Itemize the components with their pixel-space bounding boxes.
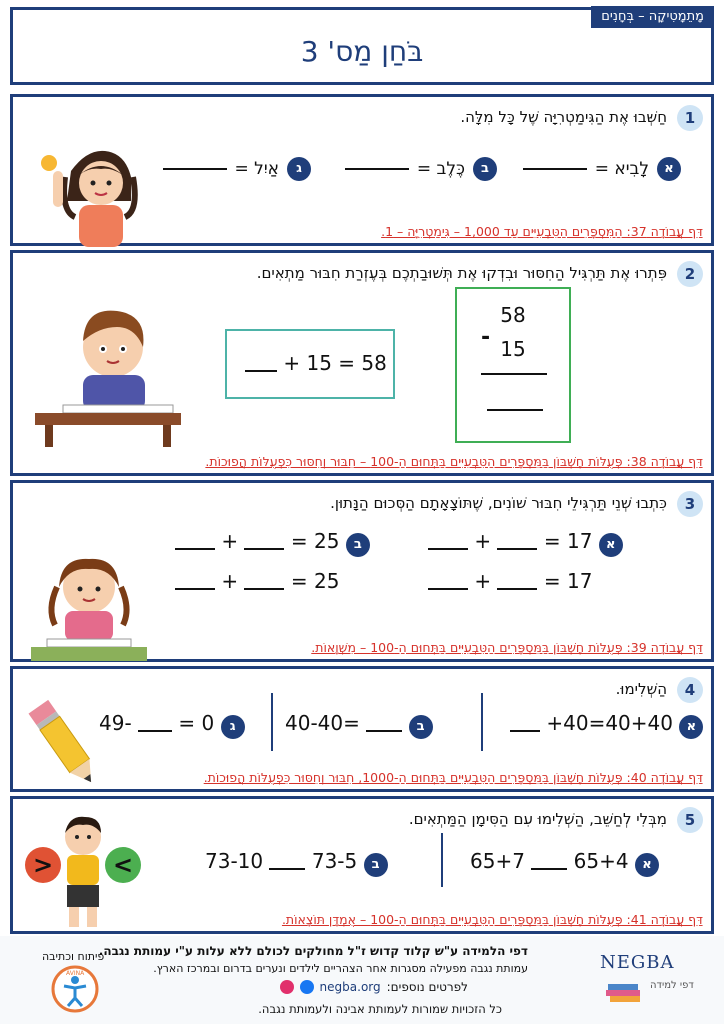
worksheet-reference[interactable]: דַּף עֲבוֹדָה 40: פְּעֻלּוֹת חֶשְׁבּוֹן בַּמִּסְפָּרִים הַטִּבְעִיִּים בַּתְּחוּם הַ-1000, חִבּוּר וְחִסּוּר כִּפְעֻלּוֹת הֲפוּכוֹת. [203, 770, 703, 785]
answer-blank[interactable] [245, 370, 277, 372]
divider [481, 693, 483, 751]
subject-tag: מָתֵמָטִיקָה – בְּחָנִים [591, 6, 714, 28]
item-c [163, 157, 311, 181]
question-number: 4 [677, 677, 703, 703]
worksheet-reference[interactable]: דַּף עֲבוֹדָה 38: פְּעֻלּוֹת חֶשְׁבּוֹן בַּמִּסְפָּרִים הַטִּבְעִיִּים בַּתְּחוּם הַ-100 – חִבּוּר וְחִסּוּר כִּפְעֻלּוֹת הֲפוּכוֹת. [205, 454, 703, 469]
badge-b: ב [409, 715, 433, 739]
part-b-row-1 [175, 529, 370, 557]
badge-a: א [599, 533, 623, 557]
part-a [510, 711, 703, 739]
badge-a: א [679, 715, 703, 739]
question-number: 5 [677, 807, 703, 833]
expression-right: 0 [201, 711, 215, 735]
equals-sign: = [543, 569, 561, 593]
given-sum: 25 [313, 569, 340, 593]
footer-line-1: דפי הלמידה ע"ש קלוד קדוש ז"ל מחולקים לכולם ללא עלות ע"י עמותת נגבה. [98, 944, 528, 958]
badge-b: ב [346, 533, 370, 557]
question-5 [10, 796, 714, 934]
expression-left: 73-10 [205, 849, 264, 873]
svg-text:<: < [112, 851, 134, 879]
answer-blank[interactable] [497, 548, 537, 550]
footer-line-3 [280, 980, 468, 994]
expression-right: 65+4 [573, 849, 629, 873]
plus-sign: + [474, 529, 492, 553]
answer-blank[interactable] [175, 588, 215, 590]
part-a-row-1 [428, 529, 623, 557]
books-icon [604, 976, 644, 1004]
vertical-subtraction-box [455, 287, 571, 443]
result-line [481, 373, 547, 375]
contact-label: לפרטים נוספים: [386, 980, 468, 994]
item-a [523, 157, 681, 181]
girl-thinking-illustration [35, 141, 145, 247]
divider [271, 693, 273, 751]
equation-box [225, 329, 395, 399]
question-number: 3 [677, 491, 703, 517]
equation-text: + 15 = 58 [283, 351, 387, 375]
expression: 40-40= [285, 711, 360, 735]
boy-studying-illustration [25, 297, 181, 447]
page-title: בֹּחַן מַס' 3 [300, 35, 424, 68]
website-link[interactable]: negba.org [319, 980, 381, 994]
badge-a: א [657, 157, 681, 181]
instruction: פִּתְרוּ אֶת תַּרְגִּיל הַחִסּוּר וּבִדְקוּ אֶת תְּשׁוּבַתְכֶם בְּעֶזְרַת חִבּוּר מַתְאִים. [256, 264, 667, 282]
badge-b: ב [473, 157, 497, 181]
answer-blank[interactable] [244, 588, 284, 590]
divider [441, 833, 443, 887]
question-1 [10, 94, 714, 246]
answer-blank[interactable] [244, 548, 284, 550]
part-b [205, 849, 388, 877]
pencil-illustration [23, 695, 103, 789]
answer-blank[interactable] [510, 730, 540, 732]
negba-logo-text: NEGBA [600, 952, 675, 973]
plus-sign: + [221, 569, 239, 593]
instruction: מִבְּלִי לְחַשֵּׁב, הַשְׁלִימוּ עִם הַסִּימָן הַמַּתְאִים. [408, 810, 667, 828]
answer-blank-a[interactable] [523, 168, 587, 170]
badge-b: ב [364, 853, 388, 877]
expression-right: 73-5 [311, 849, 358, 873]
question-number: 2 [677, 261, 703, 287]
equals-sign: = [543, 529, 561, 553]
minuend: 58 [500, 303, 526, 327]
girl-reading-illustration [29, 553, 149, 663]
expression-left: 49- [99, 711, 132, 735]
given-sum: 25 [313, 529, 340, 553]
plus-sign: + [474, 569, 492, 593]
badge-c: ג [221, 715, 245, 739]
expression-left: 65+7 [470, 849, 525, 873]
instruction: הַשְׁלִימוּ. [615, 680, 667, 698]
answer-blank[interactable] [138, 730, 172, 732]
subtrahend: 15 [500, 337, 526, 361]
svg-text:>: > [32, 851, 54, 879]
question-number: 1 [677, 105, 703, 131]
question-2 [10, 250, 714, 476]
expression: +40=40+40 [546, 711, 673, 735]
answer-blank[interactable] [531, 868, 567, 870]
plus-sign: + [221, 529, 239, 553]
facebook-icon[interactable] [300, 980, 314, 994]
answer-blank[interactable] [497, 588, 537, 590]
part-a-row-2 [428, 569, 592, 593]
instagram-icon[interactable] [280, 980, 294, 994]
answer-blank[interactable] [428, 548, 468, 550]
logo-caption: פיתוח וכתיבה [42, 950, 105, 963]
badge-c: ג [287, 157, 311, 181]
answer-blank[interactable] [366, 730, 402, 732]
worksheet-reference[interactable]: דַּף עֲבוֹדָה 41: פְּעֻלּוֹת חֶשְׁבּוֹן בַּמִּסְפָּרִים הַטִּבְעִיִּים בַּתְּחוּם הַ-100 – אֻמְדָּן תּוֹצָאוֹת. [281, 912, 703, 927]
worksheet-reference[interactable]: דַּף עֲבוֹדָה 37: הַמִּסְפָּרִים הַטִּבְעִיִּים עַד 1,000 – גִּימַטְרִיָּה – 1. [381, 224, 703, 239]
worksheet-reference[interactable]: דַּף עֲבוֹדָה 39: פְּעֻלּוֹת חֶשְׁבּוֹן בַּמִּסְפָּרִים הַטִּבְעִיִּים בַּתְּחוּם הַ-100 – מִשְׁוָאוֹת. [311, 640, 703, 655]
equals-sign: = [178, 711, 196, 735]
part-b [285, 711, 433, 739]
equals-sign: = [290, 529, 308, 553]
footer-line-4: כל הזכויות שמורות לעמותת אבינה ולעמותת נגבה. [258, 1002, 502, 1016]
negba-logo-sub: דפי למידה [650, 980, 694, 991]
boy-comparison-signs-illustration [23, 809, 143, 933]
avina-logo-text: AVINA [66, 970, 85, 977]
footer-line-2: עמותת נגבה מפעילה מסגרות אחר הצהריים לילדים ונערים בדרום ובמרכז הארץ. [153, 962, 528, 975]
part-b-row-2 [175, 569, 339, 593]
word-a: לָבִיא = [594, 159, 649, 179]
question-4 [10, 666, 714, 792]
equation-row [245, 351, 387, 375]
badge-a: א [635, 853, 659, 877]
word-b: כֶּלֶב = [416, 159, 465, 179]
given-sum: 17 [566, 569, 593, 593]
question-3 [10, 480, 714, 662]
word-c: אַיִל = [234, 159, 279, 179]
part-c [99, 711, 245, 739]
answer-blank-c[interactable] [163, 168, 227, 170]
answer-blank[interactable] [428, 588, 468, 590]
part-a [470, 849, 659, 877]
item-b [345, 157, 497, 181]
instruction: כִּתְבוּ שְׁנֵי תַּרְגִּילֵי חִבּוּר שׁוֹנִים, שֶׁתּוֹצָאָתָם הַסְּכוּם הַנָּתוּן. [330, 494, 667, 512]
given-sum: 17 [566, 529, 593, 553]
instruction: חַשְּׁבוּ אֶת הַגִּימַטְרִיָּה שֶׁל כָּל מִלָּה. [460, 108, 667, 126]
answer-blank[interactable] [487, 409, 543, 411]
minus-sign: - [481, 325, 491, 350]
answer-blank[interactable] [175, 548, 215, 550]
equals-sign: = [290, 569, 308, 593]
answer-blank-b[interactable] [345, 168, 409, 170]
answer-blank[interactable] [269, 868, 305, 870]
